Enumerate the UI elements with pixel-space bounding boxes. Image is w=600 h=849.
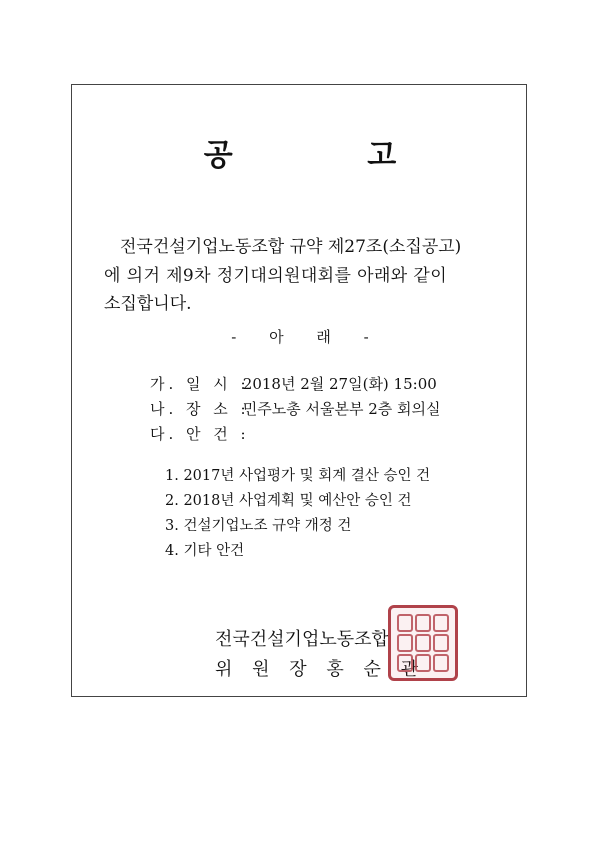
agenda-item: 3. 건설기업노조 규약 개정 건	[165, 518, 352, 534]
signer-char: 홍	[326, 659, 344, 680]
agenda-item: 1. 2017년 사업평가 및 회계 결산 승인 건	[165, 468, 431, 484]
agenda-item: 4. 기타 안건	[165, 543, 245, 559]
organization-name: 전국건설기업노동조합	[215, 629, 389, 650]
signer-char: 원	[252, 659, 270, 680]
document-title: 공 고	[203, 138, 459, 173]
signer-char: 관	[400, 659, 419, 680]
heading-char-1: 아	[269, 328, 284, 346]
signer-char: 위	[215, 659, 233, 680]
paragraph-line-2: 에 의거 제9차 정기대의원대회를 아래와 같이	[104, 266, 448, 286]
detail-label: 가. 일 시 :	[150, 375, 250, 393]
detail-agenda	[150, 423, 250, 444]
detail-place	[150, 398, 441, 419]
signer-char: 장	[289, 659, 307, 680]
official-seal-stamp	[388, 605, 458, 681]
heading-char-2: 래	[316, 328, 331, 346]
detail-value: 민주노총 서울본부 2층 회의실	[242, 400, 441, 418]
signer-char: 순	[363, 659, 381, 680]
detail-value: 2018년 2월 27일(화) 15:00	[242, 375, 437, 393]
heading-dash-left: -	[231, 328, 237, 346]
detail-date	[150, 373, 437, 394]
paragraph-line-1: 전국건설기업노동조합 규약 제27조(소집공고)	[120, 237, 462, 257]
detail-label: 나. 장 소 :	[150, 400, 250, 418]
detail-label: 다. 안 건 :	[150, 425, 250, 443]
paragraph-line-3: 소집합니다.	[104, 294, 192, 314]
agenda-item: 2. 2018년 사업계획 및 예산안 승인 건	[165, 493, 412, 509]
section-heading	[0, 326, 600, 347]
heading-dash-right: -	[363, 328, 369, 346]
